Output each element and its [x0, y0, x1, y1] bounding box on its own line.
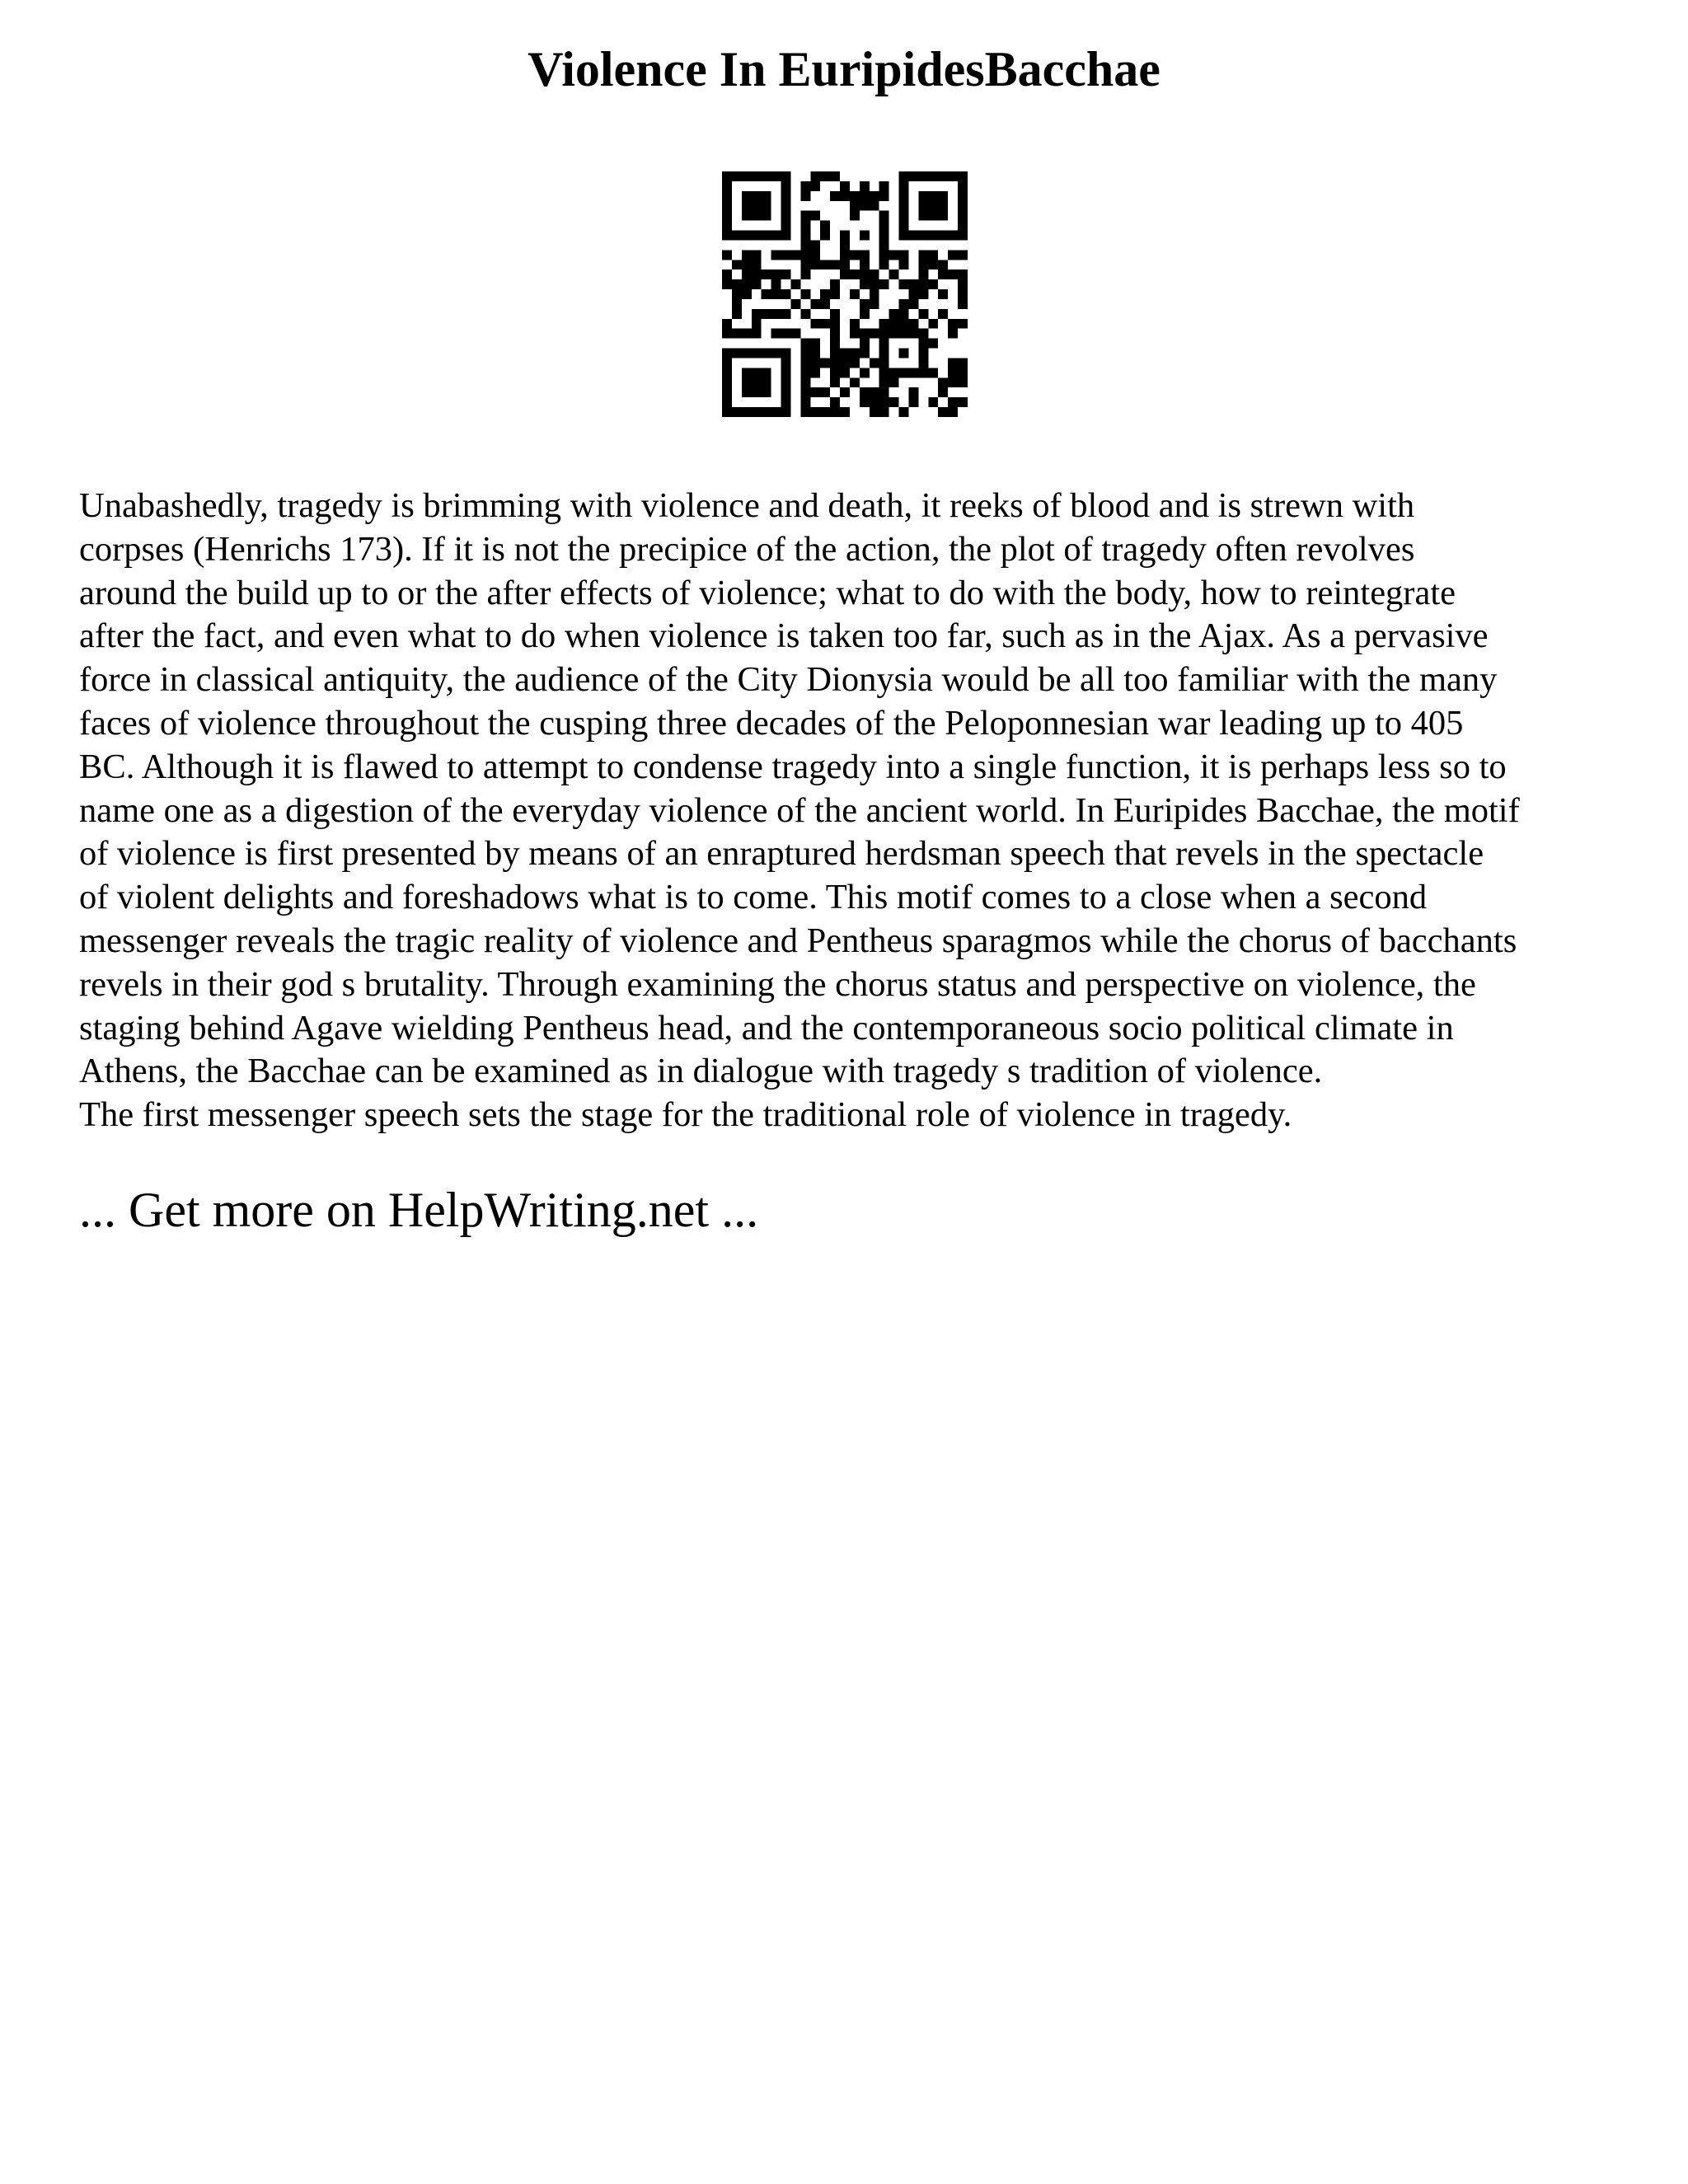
paragraph-line: staging behind Agave wielding Pentheus head, and the contemporaneous socio political climate in [79, 1008, 1454, 1047]
paragraph-line: around the build up to or the after effects of violence; what to do with the body, how to reintegrate [79, 573, 1456, 612]
qr-code-icon [722, 171, 968, 417]
paragraph-line: Unabashedly, tragedy is brimming with violence and death, it reeks of blood and is strewn with [79, 486, 1415, 525]
paragraph-line: force in classical antiquity, the audience of the City Dionysia would be all too familiar with the many [79, 660, 1498, 700]
paragraph-line: BC. Although it is flawed to attempt to condense tragedy into a single function, it is perhaps less so to [79, 747, 1507, 786]
paragraph-line: of violent delights and foreshadows what is to come. This motif comes to a close when a second [79, 878, 1428, 917]
paragraph-line: messenger reveals the tragic reality of violence and Pentheus sparagmos while the chorus of bacchants [79, 921, 1517, 960]
get-more-link[interactable]: ... Get more on HelpWriting.net ... [79, 1183, 759, 1237]
document-title: Violence In EuripidesBacchae [528, 42, 1160, 96]
paragraph-line: Athens, the Bacchae can be examined as in dialogue with tragedy s tradition of violence. [79, 1052, 1323, 1091]
paragraph-line: faces of violence throughout the cusping three decades of the Peloponnesian war leading up to 405 [79, 703, 1464, 743]
paragraph-line: after the fact, and even what to do when violence is taken too far, such as in the Ajax. As a pervasive [79, 616, 1489, 656]
body-paragraph [79, 485, 1645, 1137]
paragraph-line: corpses (Henrichs 173). If it is not the precipice of the action, the plot of tragedy often revolves [79, 529, 1415, 569]
paragraph-line: of violence is first presented by means of an enraptured herdsman speech that revels in the spectacle [79, 834, 1484, 874]
paragraph-line: name one as a digestion of the everyday violence of the ancient world. In Euripides Bacchae, the motif [79, 790, 1520, 830]
paragraph-line: revels in their god s brutality. Through examining the chorus status and perspective on violence, the [79, 964, 1476, 1004]
paragraph-line: The first messenger speech sets the stage for the traditional role of violence in tragedy. [79, 1095, 1292, 1135]
